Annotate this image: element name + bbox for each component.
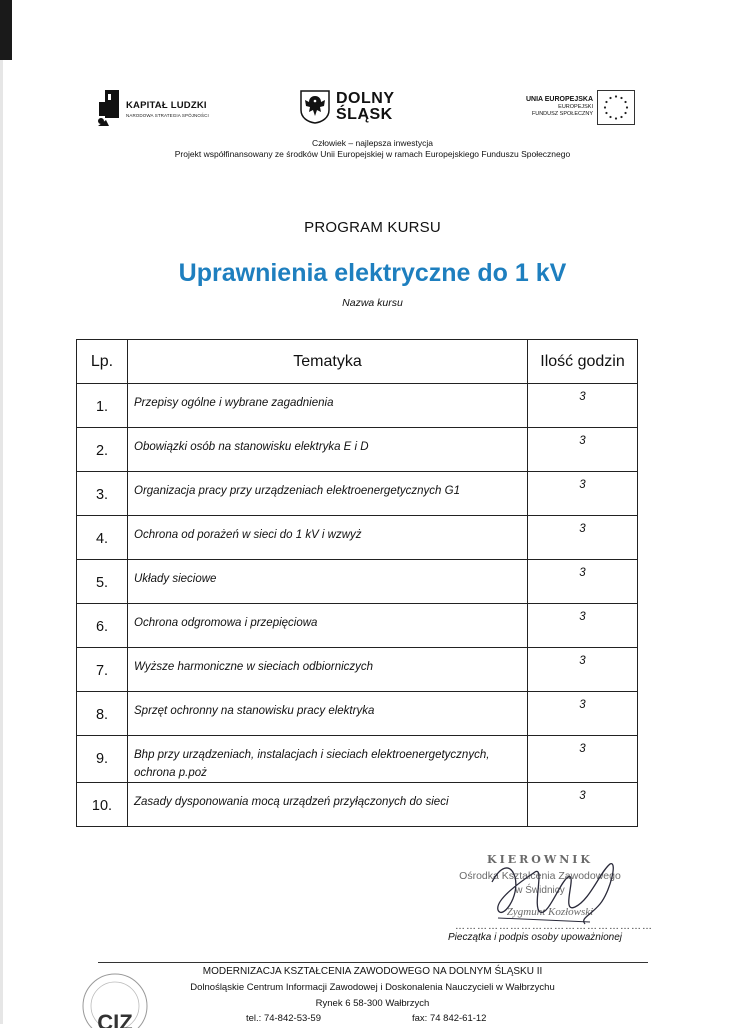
kapital-ludzki-title: KAPITAŁ LUDZKI: [126, 100, 207, 111]
row-number-text: 10.: [91, 798, 113, 814]
row-hours: [528, 648, 638, 692]
table-header-row: [77, 340, 638, 384]
row-hours: [528, 692, 638, 736]
column-header-lp: Lp.: [77, 340, 128, 384]
program-title: PROGRAM KURSU: [304, 219, 441, 236]
table-row: [77, 428, 638, 472]
row-number: [77, 560, 128, 604]
eu-star-icon: [626, 106, 628, 108]
eu-star-icon: [615, 117, 617, 119]
kapital-ludzki-emblem-icon: [96, 90, 122, 128]
signature-line: ………………………………………………: [455, 921, 653, 932]
row-hours-text: 3: [579, 479, 586, 491]
row-number: [77, 604, 128, 648]
row-topic-text: Sprzęt ochronny na stanowisku pracy elektryka: [134, 705, 375, 717]
row-topic: [128, 472, 528, 516]
row-number: [77, 648, 128, 692]
row-hours: [528, 516, 638, 560]
table-row: [77, 692, 638, 736]
row-number-text: 7.: [95, 663, 109, 679]
row-hours: [528, 604, 638, 648]
row-number: [77, 472, 128, 516]
row-topic-text: Układy sieciowe: [134, 573, 217, 585]
footer-address: Rynek 6 58-300 Wałbrzych: [315, 998, 430, 1009]
eu-star-icon: [609, 97, 611, 99]
footer-institution: Dolnośląskie Centrum Informacji Zawodowej i Doskonalenia Nauczycieli w Wałbrzychu: [190, 982, 555, 993]
row-hours: [528, 428, 638, 472]
dolny-slask-line2: ŚLĄSK: [336, 106, 393, 123]
stamp-line2: Ośrodka Kształcenia Zawodowego: [459, 870, 621, 882]
row-topic-text: Wyższe harmoniczne w sieciach odbiorniczych: [134, 661, 374, 673]
footer-divider: [98, 962, 648, 963]
row-topic: [128, 736, 528, 783]
row-hours-text: 3: [579, 611, 586, 623]
kapital-ludzki-logo: [96, 90, 246, 130]
row-topic: [128, 384, 528, 428]
eu-star-icon: [620, 116, 622, 118]
footer-phone: tel.: 74-842-53-59: [246, 1013, 321, 1024]
row-hours: [528, 736, 638, 783]
row-topic-text: Zasady dysponowania mocą urządzeń przyłączonych do sieci: [134, 796, 449, 808]
table-row: [77, 783, 638, 827]
eu-star-icon: [624, 101, 626, 103]
row-topic: [128, 428, 528, 472]
row-topic: [128, 516, 528, 560]
table-row: [77, 384, 638, 428]
table-row: [77, 516, 638, 560]
row-hours-text: 3: [579, 567, 586, 579]
eu-star-icon: [609, 116, 611, 118]
stamp-line4: Zygmunt Kozłowski: [506, 906, 594, 918]
table-row: [77, 604, 638, 648]
row-topic-text: Ochrona od porażeń w sieci do 1 kV i wzwyż: [134, 529, 362, 541]
row-number-text: 6.: [95, 619, 109, 635]
eu-star-icon: [624, 112, 626, 114]
table-row: [77, 560, 638, 604]
row-topic: [128, 692, 528, 736]
row-hours: [528, 783, 638, 827]
table-row: [77, 648, 638, 692]
eu-flag-icon: [597, 90, 635, 125]
footer-project-name: MODERNIZACJA KSZTAŁCENIA ZAWODOWEGO NA DOLNYM ŚLĄSKU II: [202, 966, 543, 977]
dolny-slask-line1: DOLNY: [336, 90, 395, 107]
course-name-caption: Nazwa kursu: [342, 297, 403, 309]
row-hours: [528, 384, 638, 428]
row-number-text: 9.: [95, 751, 109, 767]
row-topic: [128, 560, 528, 604]
eu-line2: EUROPEJSKI: [558, 103, 593, 110]
row-hours-text: 3: [579, 699, 586, 711]
eu-line1: UNIA EUROPEJSKA: [525, 96, 593, 103]
row-number: [77, 384, 128, 428]
row-topic: [128, 648, 528, 692]
row-number: [77, 428, 128, 472]
stamp-line1: KIEROWNIK: [487, 853, 593, 866]
eu-star-icon: [605, 101, 607, 103]
row-hours: [528, 560, 638, 604]
row-number-text: 2.: [95, 443, 109, 459]
scan-edge: [0, 0, 12, 60]
row-number-text: 4.: [95, 531, 109, 547]
row-number-text: 3.: [95, 487, 109, 503]
eu-star-icon: [605, 112, 607, 114]
row-topic-text: Przepisy ogólne i wybrane zagadnienia: [134, 397, 334, 409]
row-number: [77, 692, 128, 736]
footer-fax: fax: 74 842-61-12: [412, 1013, 487, 1024]
row-number-text: 8.: [95, 707, 109, 723]
eu-text-block: [526, 96, 593, 119]
row-hours-text: 3: [579, 391, 586, 403]
row-number: [77, 516, 128, 560]
eu-star-icon: [615, 95, 617, 97]
header-tagline: Człowiek – najlepsza inwestycja: [312, 138, 433, 148]
row-hours-text: 3: [579, 523, 586, 535]
row-number: [77, 736, 128, 783]
stamp-graphic: [440, 852, 635, 932]
row-hours-text: 3: [579, 790, 586, 802]
row-hours-text: 3: [579, 435, 586, 447]
official-stamp: [440, 852, 635, 932]
dolny-slask-logo: [300, 90, 410, 130]
row-topic-text: Ochrona odgromowa i przepięciowa: [134, 617, 318, 629]
row-number-text: 5.: [95, 575, 109, 591]
row-number: [77, 783, 128, 827]
table-row: [77, 472, 638, 516]
course-name: Uprawnienia elektryczne do 1 kV: [178, 259, 567, 287]
eu-star-icon: [604, 106, 606, 108]
column-header-topic: Tematyka: [128, 340, 528, 384]
ciz-logo-text: CIZ: [97, 1010, 133, 1028]
kapital-ludzki-subtitle: NARODOWA STRATEGIA SPÓJNOŚCI: [126, 113, 209, 118]
row-hours: [528, 472, 638, 516]
row-number-text: 1.: [95, 399, 109, 415]
eu-line3: FUNDUSZ SPOŁECZNY: [531, 111, 593, 117]
eu-efs-logo: [500, 90, 635, 126]
row-topic-text: Organizacja pracy przy urządzeniach elektroenergetycznych G1: [134, 485, 460, 497]
table-row: [77, 736, 638, 783]
row-topic-text: Bhp przy urządzeniach, instalacjach i sieciach elektroenergetycznych, ochrona p.poż: [134, 749, 490, 779]
eu-star-icon: [620, 97, 622, 99]
row-hours-text: 3: [579, 655, 586, 667]
cofinancing-note: Projekt współfinansowany ze środków Unii Europejskiej w ramach Europejskiego Funduszu Społecznego: [174, 149, 571, 159]
signature-caption: Pieczątka i podpis osoby upoważnionej: [448, 932, 622, 943]
scan-edge-shadow: [0, 60, 3, 1024]
eagle-shield-icon: [300, 90, 330, 124]
column-header-hours: Ilość godzin: [528, 340, 638, 384]
row-topic: [128, 783, 528, 827]
row-topic: [128, 604, 528, 648]
course-program-table: [76, 339, 638, 827]
row-hours-text: 3: [579, 743, 586, 755]
row-topic-text: Obowiązki osób na stanowisku elektryka E i D: [134, 441, 369, 453]
stamp-line3: w Świdnicy: [515, 885, 565, 896]
